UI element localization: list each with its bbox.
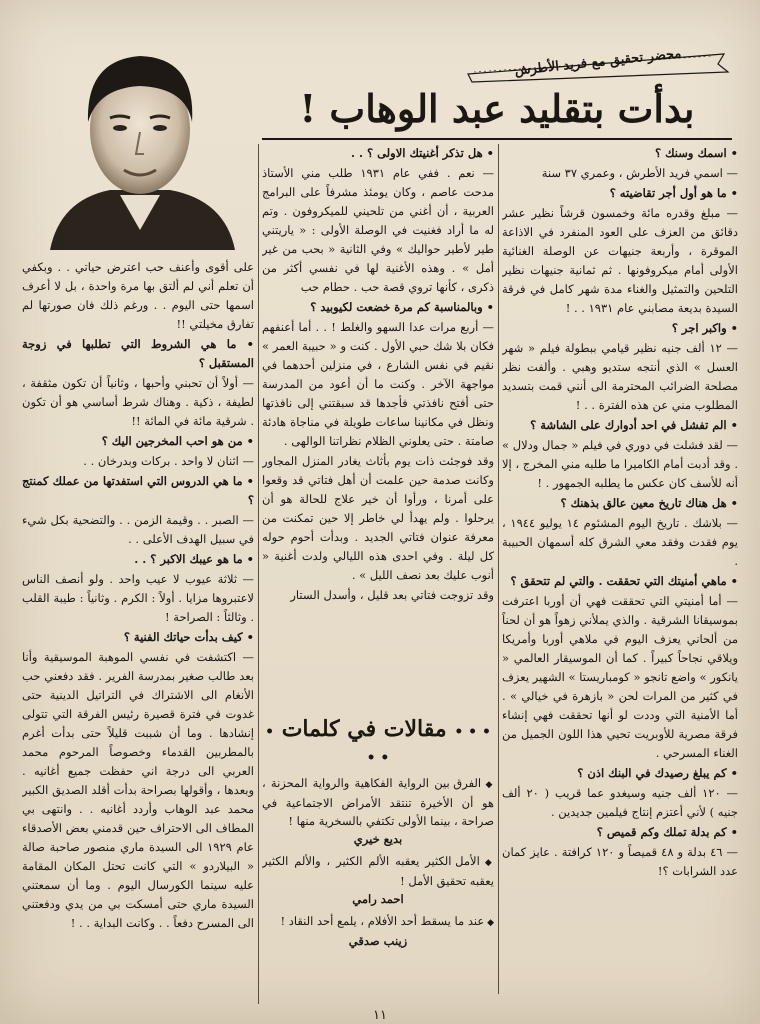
question: • هل هناك تاريخ معين عالق بذهنك ؟ [502, 494, 738, 513]
question: • ماهي أمنيتك التي تحققت . والتي لم تتحقق ؟ [502, 572, 738, 591]
answer: — اكتشفت في نفسي الموهبة الموسيقية وأنا بعد طالب صغير بمدرسة الفرير . فقد دفعني حب الأنغام الى الاشتراك في التراتيل الدينية حتى غدوت في فترة قصيرة رئيس الفرقة التي تتولى إنشادها . وما أن شببت قليلاً حتى بدأت أغرم بالمطربين القدماء وخصوصاً المرحوم محمد العربي الى درجة اني حفظت جميع أغانيه . وبعدها ، وأقولها بصراحة بدأت أقلد الصديق الكبير محمد عبد الوهاب وأردد أغانيه . . وانتهى بي المطاف الى الاحتراف حين قدمني بعض الأصدقاء عام ١٩٢٩ الى السيدة ماري منصور صاحبة صالة « البيلاردو » التي كانت تحتل المكان المقامة عليه سينما الكورسال اليوم . وما أن سمعتني السيدة ماري حتى أمسكت بي من يدي ودفعتني الى المسرح دفعاً . . وكانت البداية . . ! [22, 650, 254, 930]
page-number: ١١ [373, 1008, 387, 1023]
title-underline [262, 138, 732, 140]
answer: — الصبر . . وقيمة الزمن . . والتضحية بكل شيء في سبيل الهدف الأعلى . . [22, 513, 254, 546]
answer: — مبلغ وقدره مائة وخمسون قرشاً نظير عشر دقائق من العزف على العود المنفرد في الاذاعة الموقرة ، وأربعة جنيهات عن الوصلة الغنائية الأولى أمام ميكروفونها . ثم ثمانية جنيهات نظير التلحين والتمثيل والغناء مدة شهر كامل في فرقة السيدة بديعة مصابني عام ١٩٣١ . . ! [502, 206, 738, 315]
question: • كيف بدأت حياتك الفنية ؟ [22, 628, 254, 647]
answer: — اسمي فريد الأطرش ، وعمري ٣٧ سنة [541, 166, 738, 180]
paragraph: وقد تزوجت فتاتي بعد قليل ، وأسدل الستار [290, 588, 494, 602]
answer: — ١٢ ألف جنيه نظير قيامي ببطولة فيلم « شهر العسل » الذي أنتجه ستديو وهبي . وألفت نظر مصلحة الضرائب المحترمة الى أنني قمت بتسديد المطلوب مني عن هذه الفترة . . ! [502, 341, 738, 412]
paragraph: وقد فوجئت ذات يوم بأثاث يغادر المنزل المجاور وكانت صدمة حين علمت أن أهل فتاتي قد وقعوا على أمرنا ، ورأوا أن خير علاج للحالة هو أن يرحلوا . ولم يهدأ لي خاطر إلا حين تمكنت من معرفة عنوان فتاتي الجديد . وبدأت أحوم حوله كل ليلة . وفي احدى هذه الليالي ولدت أغنية « أنوب عليك بعد نصف الليل » . [262, 454, 494, 582]
question: • من هو احب المخرجين اليك ؟ [22, 432, 254, 451]
question: • ما هي الدروس التي استفدتها من عملك كمنتج ؟ [22, 472, 254, 510]
quote-text: ◆ عند ما يسقط أحد الأفلام ، يلمع أحد النقاد ! [262, 912, 494, 932]
answer: — ٤٦ بدلة و ٤٨ قميصاً و ١٢٠ كرافتة . عايز كمان عدد الشرابات ؟! [502, 845, 738, 878]
answer: — بلاشك . تاريخ اليوم المشئوم ١٤ يوليو ١٩٤٤ ، يوم فقدت وفقد معي الشرق كله أسمهان الحبيبة . [502, 516, 738, 568]
answer: — أربع مرات عدا السهو والغلط ! . . أما أعنفهم فكان بلا شك حبي الأول . كنت و « حبيبة العمر » نقيم في نفس الشارع ، في منزلين أحدهما في مواجهة الآخر . وكنت ما أن أعود من المدرسة حتى أفتح نافذتي فأجدها قد سبقتني إلى نافذتها ونظل في مكانينا ساعات طويلة في مناجاة هادئة صامتة . حتى يعلوني الظلام نظراتنا الوالهى . [262, 320, 494, 448]
question: • ما هو عيبك الاكبر ؟ . . [22, 550, 254, 569]
question: • وبالمناسبة كم مرة خضعت لكيوبيد ؟ [262, 298, 494, 317]
quotes-box [262, 714, 494, 1004]
answer: — أولاً أن تحبني وأحبها ، وثانياً أن تكون مثقفة ، لطيفة ، ذكية . وهناك شرط أساسي هو أن تكون . شرقية مائة في المائة !! [22, 376, 254, 428]
answer: — أما أمنيتي التي تحققت فهي أن أوربا اعترفت بموسيقانا الشرقية . والذي يملأني زهواً هو أن لحناً من ألحاني يعزف اليوم في ملاهي أوربا وأمريكا ويلاقي نجاحاً كبيراً . كما أن الموسيقار العالمي « يانكور » واضع تانجو « كومباريستا » الشهير يعزف في كثير من المرات لحن « بازهرة في خيالي » . أما الأمنية التي وددت لو أنها تحققت فهي إنشاء فرقة مصرية للأوبريت تحيي هذا اللون الجميل من الغناء المسرحي . [502, 594, 738, 760]
paragraph: على أقوى وأعنف حب اعترض حياتي . . وبكفي أن تعلم أني لم ألتق بها مرة واحدة ، بل لا أعرف اسمها حتى اليوم . . ورغم ذلك فان صورتها لم تفارق مخيلتي !! [22, 260, 254, 331]
quote-author: زينب صدقي [348, 934, 408, 948]
answer: — ثلاثة عيوب لا عيب واحد . ولو أنصف الناس لاعتبروها مزايا . أولاً : الكرم . وثانياً : طيبة القلب . وثالثاً : الصراحة ! [22, 572, 254, 624]
page-title: بدأت بتقليد عبد الوهاب ! [299, 86, 695, 131]
left-column [22, 258, 254, 1004]
column-divider [498, 144, 499, 994]
question: • الم تفشل في احد أدوارك على الشاشة ؟ [502, 416, 738, 435]
quote-text: ◆ الأمل الكثير يعقبه الألم الكثير ، والألم الكثير يعقبه تحقيق الأمل ! [262, 852, 494, 890]
answer: — نعم . ففي عام ١٩٣١ طلب مني الأستاذ مدحت عاصم ، وكان يومئذ مشرفاً على البرامج العربية ، أن أغني من تلحيني للميكروفون . وتم له ما أراد فغنيت في الوصلة الأولى : « ياريتني طير لأطير حواليك » وفي الثانية « بحب من غير أمل » . وهذه الأغنية لها في نفسي أكثر من ذكرى ، كأنها تروي قصة حب . حطام حب [262, 166, 494, 294]
question: • ما هو أول أجر تقاضيته ؟ [502, 184, 738, 203]
middle-column [262, 144, 494, 714]
quotes-box-title [262, 716, 494, 768]
quote-author: احمد رامي [352, 892, 404, 906]
quotes-box-heading: مقالات في كلمات [281, 716, 447, 742]
question: • اسمك وسنك ؟ [502, 144, 738, 163]
dots-ornament: • • • [265, 724, 390, 766]
quote-text: ◆ الفرق بين الرواية الفكاهية والرواية المحزنة ، هو أن الأخيرة تنتقد الأمراض الاجتماعية في صراحة ، بينما الأولى تكتفي بالسخرية منها ! [262, 774, 494, 830]
column-divider [258, 144, 259, 1004]
answer: — لقد فشلت في دوري في فيلم « جمال ودلال » . وقد أدبت أمام الكاميرا ما طلبه مني المخرج ، إلا أنه للأسف كان عكس ما يطلبه الجمهور . ! [502, 438, 738, 490]
quote-author: بديع خيري [353, 832, 403, 846]
answer: — اثنان لا واحد . بركات وبدرخان . . [83, 454, 254, 468]
question: • ما هي الشروط التي تطلبها في زوجة المستقبل ؟ [22, 335, 254, 373]
question: • واكبر اجر ؟ [502, 319, 738, 338]
question: • كم بدلة تملك وكم قميص ؟ [502, 823, 738, 842]
right-column [502, 144, 738, 994]
answer: — ١٢٠ ألف جنيه وسيغدو عما قريب ( ٢٠ ألف جنيه ) لأني أعتزم إنتاج فيلمين جديدين . [502, 786, 738, 819]
portrait-photo [40, 30, 240, 250]
dots-ornament: • • • [454, 724, 491, 740]
question: • هل تذكر أغنيتك الاولى ؟ . . [262, 144, 494, 163]
question: • كم يبلغ رصيدك في البنك اذن ؟ [502, 764, 738, 783]
banner-label: محضر تحقيق مع فريد الأطرش [513, 46, 683, 79]
